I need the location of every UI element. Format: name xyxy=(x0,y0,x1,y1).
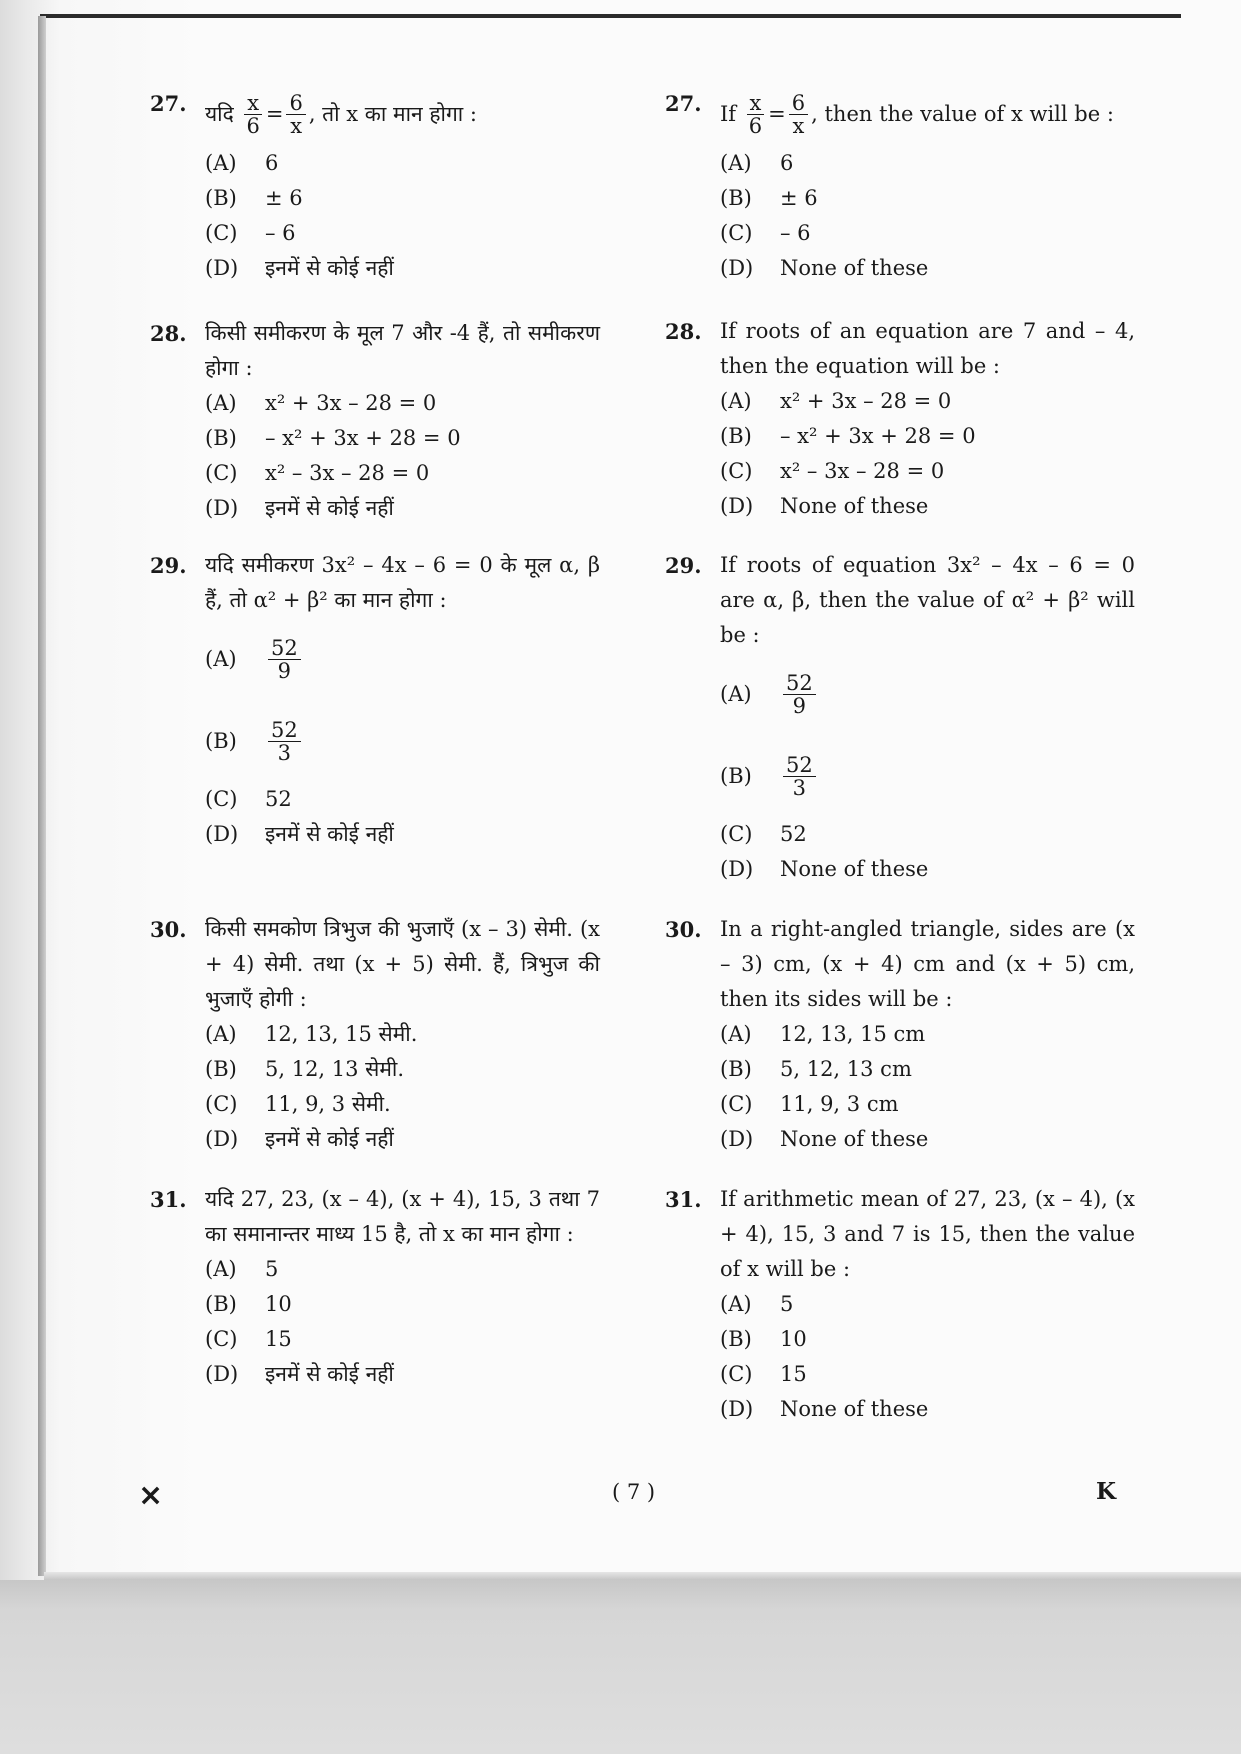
option-d: (D) इनमें से कोई नहीं xyxy=(205,822,394,846)
question-31-english xyxy=(665,1182,1135,1427)
option-d: (D) None of these xyxy=(720,494,929,518)
question-text: किसी समकोण त्रिभुज की भुजाएँ (x – 3) सेमी. (x + 4) सेमी. तथा (x + 5) सेमी. हैं, त्रिभुज की भुजाएँ होगी : xyxy=(205,917,600,1011)
option-b: (B) 5, 12, 13 cm xyxy=(720,1057,912,1081)
question-31-hindi xyxy=(150,1182,600,1392)
option-b: (B) ± 6 xyxy=(720,186,818,210)
fraction: $\frac{6}{x}$ xyxy=(789,92,808,137)
set-code: K xyxy=(1096,1478,1116,1505)
option-c: (C) 15 xyxy=(720,1362,807,1386)
question-text: यदि 27, 23, (x – 4), (x + 4), 15, 3 तथा 7 का समानान्तर माध्य 15 है, तो x का मान होगा : xyxy=(205,1187,600,1246)
option-b: (B) $\frac{52}{3}$ xyxy=(205,700,600,782)
option-c: (C) 15 xyxy=(205,1327,292,1351)
option-d: (D) इनमें से कोई नहीं xyxy=(205,1127,394,1151)
question-27-hindi xyxy=(150,86,600,286)
option-b: (B) – x² + 3x + 28 = 0 xyxy=(205,426,461,450)
option-b: (B) 10 xyxy=(205,1292,292,1316)
option-a: (A) 5 xyxy=(720,1292,794,1316)
option-d: (D) None of these xyxy=(720,256,929,280)
option-d: (D) None of these xyxy=(720,857,929,881)
option-d: (D) इनमें से कोई नहीं xyxy=(205,256,394,280)
question-number: 30. xyxy=(665,917,702,942)
option-a: (A) 5 xyxy=(205,1257,279,1281)
option-b: (B) $\frac{52}{3}$ xyxy=(720,735,1135,817)
top-rule xyxy=(40,14,1181,18)
scanner-bed xyxy=(0,1580,1241,1754)
question-text: If arithmetic mean of 27, 23, (x – 4), (x + 4), 15, 3 and 7 is 15, then the value of x will be : xyxy=(720,1187,1135,1281)
question-28-hindi xyxy=(150,316,600,526)
option-b: (B) 10 xyxy=(720,1327,807,1351)
question-text: If roots of equation 3x² – 4x – 6 = 0 are α, β, then the value of α² + β² will be : xyxy=(720,553,1135,647)
question-text: यदि $\frac{x}{6}$ = $\frac{6}{x}$ , तो x का मान होगा : xyxy=(205,90,477,138)
question-text: If roots of an equation are 7 and – 4, then the equation will be : xyxy=(720,319,1135,378)
option-a: (A) 12, 13, 15 सेमी. xyxy=(205,1022,418,1046)
page-number: ( 7 ) xyxy=(612,1480,656,1504)
question-number: 29. xyxy=(150,553,187,578)
question-number: 28. xyxy=(665,319,702,344)
option-a: (A) x² + 3x – 28 = 0 xyxy=(205,391,437,415)
question-number: 31. xyxy=(150,1187,187,1212)
option-b: (B) 5, 12, 13 सेमी. xyxy=(205,1057,405,1081)
option-b: (B) ± 6 xyxy=(205,186,303,210)
question-text: If $\frac{x}{6}$ = $\frac{6}{x}$ , then the value of x will be : xyxy=(720,90,1114,138)
question-30-hindi xyxy=(150,912,600,1157)
option-d: (D) इनमें से कोई नहीं xyxy=(205,1362,394,1386)
question-number: 27. xyxy=(665,91,702,116)
binding-spine xyxy=(38,16,46,1576)
question-number: 31. xyxy=(665,1187,702,1212)
option-c: (C) x² – 3x – 28 = 0 xyxy=(720,459,945,483)
option-c: (C) 52 xyxy=(720,822,807,846)
option-a: (A) 6 xyxy=(720,151,794,175)
option-a: (A) $\frac{52}{9}$ xyxy=(720,653,1135,735)
question-28-english xyxy=(665,314,1135,524)
option-d: (D) इनमें से कोई नहीं xyxy=(205,496,394,520)
option-d: (D) None of these xyxy=(720,1127,929,1151)
question-text: यदि समीकरण 3x² – 4x – 6 = 0 के मूल α, β हैं, तो α² + β² का मान होगा : xyxy=(205,553,600,612)
fraction: $\frac{6}{x}$ xyxy=(286,92,305,137)
question-30-english xyxy=(665,912,1135,1157)
question-text: In a right-angled triangle, sides are (x – 3) cm, (x + 4) cm and (x + 5) cm, then its sides will be : xyxy=(720,917,1135,1011)
option-c: (C) 11, 9, 3 सेमी. xyxy=(205,1092,391,1116)
question-29-hindi xyxy=(150,548,600,852)
question-text: किसी समीकरण के मूल 7 और -4 हैं, तो समीकरण होगा : xyxy=(205,321,600,380)
question-number: 28. xyxy=(150,321,187,346)
option-c: (C) 52 xyxy=(205,787,292,811)
fraction: $\frac{x}{6}$ xyxy=(243,92,262,137)
question-number: 30. xyxy=(150,917,187,942)
option-a: (A) x² + 3x – 28 = 0 xyxy=(720,389,952,413)
option-c: (C) 11, 9, 3 cm xyxy=(720,1092,899,1116)
option-a: (A) $\frac{52}{9}$ xyxy=(205,618,600,700)
question-number: 29. xyxy=(665,553,702,578)
option-a: (A) 12, 13, 15 cm xyxy=(720,1022,926,1046)
option-c: (C) x² – 3x – 28 = 0 xyxy=(205,461,430,485)
fraction: $\frac{x}{6}$ xyxy=(746,92,765,137)
question-number: 27. xyxy=(150,91,187,116)
option-a: (A) 6 xyxy=(205,151,279,175)
option-c: (C) – 6 xyxy=(205,221,296,245)
option-b: (B) – x² + 3x + 28 = 0 xyxy=(720,424,976,448)
cross-mark-icon: × xyxy=(138,1478,164,1513)
option-c: (C) – 6 xyxy=(720,221,811,245)
question-29-english xyxy=(665,548,1135,887)
question-27-english xyxy=(665,86,1135,286)
option-d: (D) None of these xyxy=(720,1397,929,1421)
